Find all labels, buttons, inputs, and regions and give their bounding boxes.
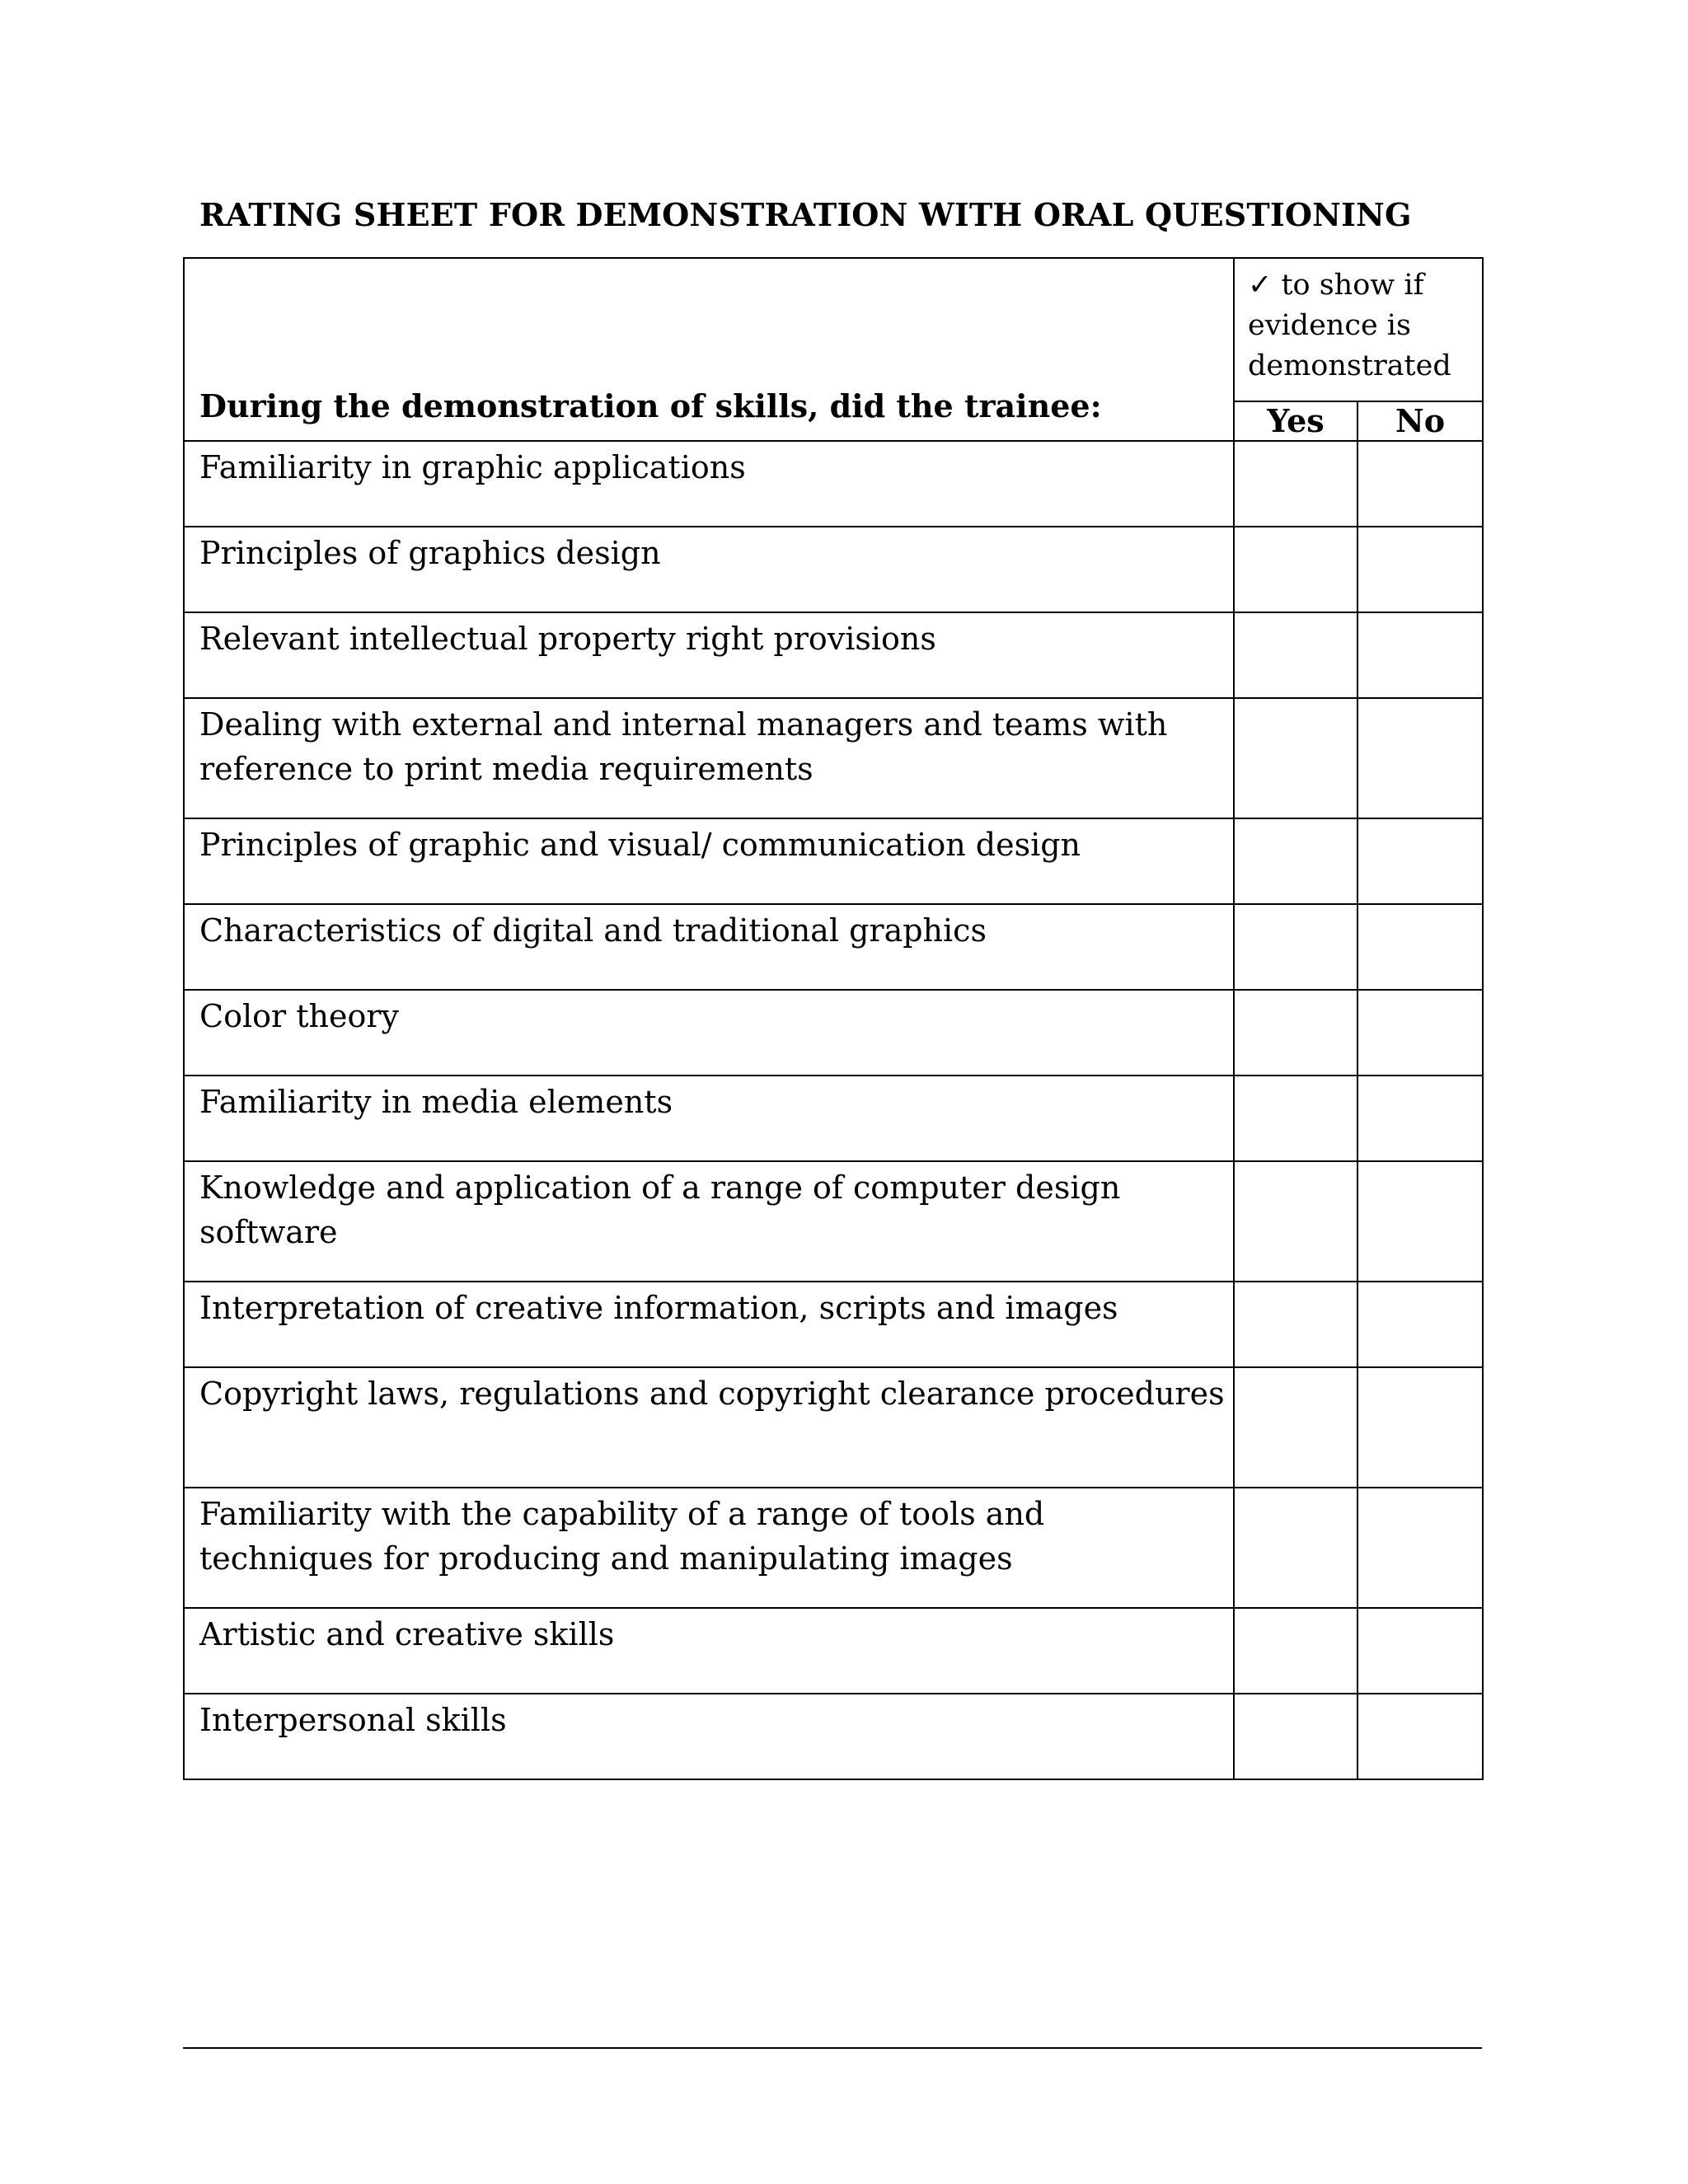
yes-checkbox-cell[interactable] bbox=[1234, 1367, 1357, 1488]
no-checkbox-cell[interactable] bbox=[1357, 698, 1483, 818]
yes-checkbox-cell[interactable] bbox=[1234, 1608, 1357, 1694]
table-row bbox=[184, 441, 1483, 527]
criterion-cell: Familiarity in graphic applications bbox=[184, 441, 1234, 527]
no-checkbox-cell[interactable] bbox=[1357, 990, 1483, 1076]
criterion-cell: Relevant intellectual property right provisions bbox=[184, 612, 1234, 698]
table-row bbox=[184, 1694, 1483, 1779]
no-checkbox-cell[interactable] bbox=[1357, 441, 1483, 527]
criterion-cell: Principles of graphics design bbox=[184, 527, 1234, 612]
no-checkbox-cell[interactable] bbox=[1357, 1076, 1483, 1161]
yes-checkbox-cell[interactable] bbox=[1234, 698, 1357, 818]
criterion-cell: Copyright laws, regulations and copyright clearance procedures bbox=[184, 1367, 1234, 1488]
page-title: RATING SHEET FOR DEMONSTRATION WITH ORAL QUESTIONING bbox=[199, 196, 1412, 233]
table-row bbox=[184, 527, 1483, 612]
yes-checkbox-cell[interactable] bbox=[1234, 612, 1357, 698]
no-checkbox-cell[interactable] bbox=[1357, 1282, 1483, 1367]
yes-checkbox-cell[interactable] bbox=[1234, 818, 1357, 904]
criterion-cell: Characteristics of digital and traditional graphics bbox=[184, 904, 1234, 990]
yes-checkbox-cell[interactable] bbox=[1234, 1694, 1357, 1779]
criterion-cell: Dealing with external and internal managers and teams with reference to print media requirements bbox=[184, 698, 1234, 818]
table-row bbox=[184, 1608, 1483, 1694]
table-header-row bbox=[184, 258, 1483, 401]
no-checkbox-cell[interactable] bbox=[1357, 818, 1483, 904]
no-checkbox-cell[interactable] bbox=[1357, 527, 1483, 612]
table-row bbox=[184, 1488, 1483, 1608]
table-row bbox=[184, 1076, 1483, 1161]
footer-divider bbox=[183, 2047, 1482, 2049]
table-row bbox=[184, 904, 1483, 990]
no-checkbox-cell[interactable] bbox=[1357, 1161, 1483, 1282]
yes-column-header: Yes bbox=[1234, 401, 1357, 441]
evidence-note: ✓ to show if evidence is demonstrated bbox=[1234, 258, 1483, 401]
criterion-cell: Principles of graphic and visual/ communication design bbox=[184, 818, 1234, 904]
no-checkbox-cell[interactable] bbox=[1357, 1694, 1483, 1779]
no-checkbox-cell[interactable] bbox=[1357, 1367, 1483, 1488]
yes-checkbox-cell[interactable] bbox=[1234, 904, 1357, 990]
yes-checkbox-cell[interactable] bbox=[1234, 1076, 1357, 1161]
yes-checkbox-cell[interactable] bbox=[1234, 1161, 1357, 1282]
yes-checkbox-cell[interactable] bbox=[1234, 527, 1357, 612]
yes-checkbox-cell[interactable] bbox=[1234, 1282, 1357, 1367]
criterion-cell: Interpretation of creative information, scripts and images bbox=[184, 1282, 1234, 1367]
no-checkbox-cell[interactable] bbox=[1357, 612, 1483, 698]
criterion-cell: Familiarity in media elements bbox=[184, 1076, 1234, 1161]
criterion-cell: Color theory bbox=[184, 990, 1234, 1076]
criterion-cell: Knowledge and application of a range of computer design software bbox=[184, 1161, 1234, 1282]
rating-table bbox=[183, 257, 1484, 1780]
table-row bbox=[184, 1282, 1483, 1367]
table-row bbox=[184, 612, 1483, 698]
criterion-cell: Familiarity with the capability of a range of tools and techniques for producing and manipulating images bbox=[184, 1488, 1234, 1608]
table-row bbox=[184, 818, 1483, 904]
no-checkbox-cell[interactable] bbox=[1357, 904, 1483, 990]
table-row bbox=[184, 698, 1483, 818]
criteria-header: During the demonstration of skills, did the trainee: bbox=[184, 258, 1234, 441]
table-row bbox=[184, 990, 1483, 1076]
no-column-header: No bbox=[1357, 401, 1483, 441]
table-row bbox=[184, 1161, 1483, 1282]
no-checkbox-cell[interactable] bbox=[1357, 1608, 1483, 1694]
criterion-cell: Interpersonal skills bbox=[184, 1694, 1234, 1779]
criterion-cell: Artistic and creative skills bbox=[184, 1608, 1234, 1694]
yes-checkbox-cell[interactable] bbox=[1234, 990, 1357, 1076]
table-row bbox=[184, 1367, 1483, 1488]
yes-checkbox-cell[interactable] bbox=[1234, 1488, 1357, 1608]
yes-checkbox-cell[interactable] bbox=[1234, 441, 1357, 527]
no-checkbox-cell[interactable] bbox=[1357, 1488, 1483, 1608]
